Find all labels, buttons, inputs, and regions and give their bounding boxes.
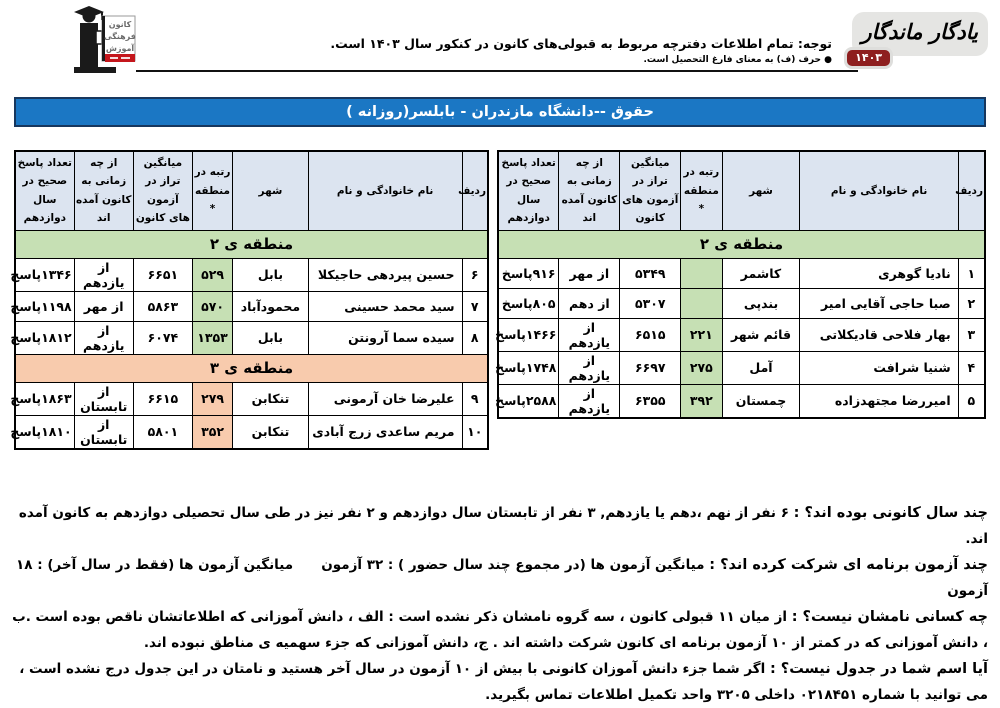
footnote-exams — [10, 552, 988, 604]
cell-since: از تابستان — [74, 382, 133, 415]
footnote-question: چه کسانی نامشان نیست؟ : — [791, 609, 988, 625]
cell-row-number: ۶ — [462, 258, 488, 291]
cell-avg-score: ۶۵۱۵ — [620, 318, 681, 351]
cell-region-rank: ۳۹۲ — [681, 384, 722, 418]
cell-answers: ۹۱۶پاسخ — [498, 258, 559, 288]
cell-since: از یازدهم — [559, 351, 620, 384]
cell-region-rank: ۵۲۹ — [192, 258, 232, 291]
cell-name: حسین پیردهی حاجیکلا — [308, 258, 462, 291]
cell-avg-score: ۵۸۶۳ — [133, 291, 192, 321]
footnote-answer: میانگین آزمون ها (در مجموع چند سال حضور ) : ۳۲ آزمون میانگین آزمون ها (فقط در سال آخر) : ۱۸ آزمون — [16, 557, 988, 599]
cell-answers: ۱۴۶۶پاسخ — [498, 318, 559, 351]
cell-name: بهار فلاحی قادیکلاتی — [800, 318, 958, 351]
footnote-answer: از میان ۱۱ قبولی کانون ، سه گروه نامشان ذکر نشده است : الف ، دانش آموزانی که اطلاعاتشان ناقص بوده است .ب ، دانش آموزانی که در کمتر از ۱۰ آزمون برنامه ای کانون شرکت داشته اند . ج، دانش آموزانی که جزء سهمیه ی مناطق نبوده اند. — [12, 609, 988, 651]
cell-answers: ۸۰۵پاسخ — [498, 288, 559, 318]
cell-avg-score: ۶۶۵۱ — [133, 258, 192, 291]
cell-row-number: ۲ — [958, 288, 985, 318]
notice-main-text: توجه: تمام اطلاعات دفترچه مربوط به قبولی‌های کانون در کنکور سال ۱۴۰۳ است. — [330, 36, 832, 51]
cell-avg-score: ۵۳۴۹ — [620, 258, 681, 288]
column-header: نام خانوادگی و نام — [308, 151, 462, 230]
cell-avg-score: ۶۰۷۴ — [133, 321, 192, 354]
cell-row-number: ۱۰ — [462, 415, 488, 449]
cell-name: نادیا گوهری — [800, 258, 958, 288]
cell-since: از یازدهم — [559, 318, 620, 351]
results-table-right — [497, 150, 986, 419]
svg-text:فرهنگی: فرهنگی — [104, 32, 136, 41]
column-header: تعداد پاسخ صحیح در سال دوازدهم — [15, 151, 74, 230]
column-header: ردیف — [462, 151, 488, 230]
kanoon-logo — [72, 3, 138, 75]
column-header: شهر — [233, 151, 309, 230]
cell-answers: ۲۵۸۸پاسخ — [498, 384, 559, 418]
cell-city: تنکابن — [233, 382, 309, 415]
cell-region-rank — [681, 258, 722, 288]
cell-city: آمل — [722, 351, 800, 384]
brand-title: یادگار ماندگار — [852, 12, 989, 56]
svg-text:کانون: کانون — [108, 20, 132, 29]
region-band: منطقه ی ۳ — [15, 354, 488, 382]
footnote-contact — [10, 656, 988, 708]
region-band: منطقه ی ۲ — [498, 230, 985, 258]
header-divider — [136, 70, 858, 72]
column-header: ردیف — [958, 151, 985, 230]
cell-name: سیده سما آرونتن — [308, 321, 462, 354]
cell-avg-score: ۵۸۰۱ — [133, 415, 192, 449]
cell-since: از یازدهم — [74, 321, 133, 354]
cell-region-rank: ۳۵۲ — [192, 415, 232, 449]
column-header: نام خانوادگی و نام — [800, 151, 958, 230]
cell-since: از یازدهم — [559, 384, 620, 418]
table-row — [498, 258, 985, 288]
table-row — [15, 321, 488, 354]
footnote-question: چند آزمون برنامه ای شرکت کرده اند؟ : — [709, 557, 988, 573]
cell-city: بابل — [233, 258, 309, 291]
table-row — [498, 288, 985, 318]
footnotes — [10, 500, 988, 708]
cell-name: امیررضا مجتهدزاده — [800, 384, 958, 418]
cell-city: بابل — [233, 321, 309, 354]
region-band-row — [498, 230, 985, 258]
cell-region-rank — [681, 288, 722, 318]
cell-answers: ۱۸۱۰پاسخ — [15, 415, 74, 449]
results-tables — [10, 150, 986, 450]
cell-city: محمودآباد — [233, 291, 309, 321]
footnote-answer: ۶ نفر از نهم ،دهم یا یازدهم, ۳ نفر از تابستان سال دوازدهم و ۲ نفر نیز در طی سال تحصیلی دوازدهم به کانون آمده اند. — [18, 505, 988, 547]
cell-city: بندپی — [722, 288, 800, 318]
column-header: میانگین تراز در آزمون های کانون — [620, 151, 681, 230]
column-header: رتبه در منطقه * — [192, 151, 232, 230]
cell-answers: ۱۷۴۸پاسخ — [498, 351, 559, 384]
cell-region-rank: ۲۷۹ — [192, 382, 232, 415]
cell-name: علیرضا خان آرمونی — [308, 382, 462, 415]
footnote-question: چند سال کانونی بوده اند؟ : — [793, 505, 988, 521]
footnote-years — [10, 500, 988, 552]
cell-answers: ۱۳۴۶پاسخ — [15, 258, 74, 291]
cell-row-number: ۷ — [462, 291, 488, 321]
header-notice — [330, 36, 832, 65]
cell-row-number: ۳ — [958, 318, 985, 351]
column-header: تعداد پاسخ صحیح در سال دوازدهم — [498, 151, 559, 230]
yadegar-mandegar-brand — [846, 12, 988, 64]
column-header: از چه زمانی به کانون آمده اند — [559, 151, 620, 230]
cell-row-number: ۱ — [958, 258, 985, 288]
cell-city: کاشمر — [722, 258, 800, 288]
cell-answers: ۱۸۱۲پاسخ — [15, 321, 74, 354]
cell-name: مریم ساعدی زرج آبادی — [308, 415, 462, 449]
region-band-row — [15, 230, 488, 258]
table-row — [498, 384, 985, 418]
header-row — [15, 151, 488, 230]
cell-region-rank: ۲۲۱ — [681, 318, 722, 351]
table-row — [15, 258, 488, 291]
cell-region-rank: ۲۷۵ — [681, 351, 722, 384]
cell-since: از مهر — [559, 258, 620, 288]
column-header: رتبه در منطقه * — [681, 151, 722, 230]
cell-region-rank: ۱۳۵۳ — [192, 321, 232, 354]
cell-avg-score: ۵۳۰۷ — [620, 288, 681, 318]
cell-city: چمستان — [722, 384, 800, 418]
table-row — [15, 382, 488, 415]
brand-year-badge: ۱۴۰۳ — [847, 50, 890, 66]
cell-name: سید محمد حسینی — [308, 291, 462, 321]
cell-avg-score: ۶۳۵۵ — [620, 384, 681, 418]
cell-name: شنیا شرافت — [800, 351, 958, 384]
footnote-question: آیا اسم شما در جدول نیست؟ : — [769, 661, 988, 677]
table-row — [15, 291, 488, 321]
results-table-left — [10, 150, 489, 450]
cell-name: صبا حاجی آقایی امیر — [800, 288, 958, 318]
region-band: منطقه ی ۲ — [15, 230, 488, 258]
cell-answers: ۱۸۶۳پاسخ — [15, 382, 74, 415]
footnote-answer: اگر شما جزء دانش آموزان کانونی با بیش از ۱۰ آزمون در سال آخر هستید و نامتان در این جدول درج نشده است ، می توانید با شماره ۰۲۱۸۴۵۱ داخلی ۳۲۰۵ واحد تکمیل اطلاعات تماس بگیرید. — [19, 661, 988, 703]
region-band-row — [15, 354, 488, 382]
cell-avg-score: ۶۶۱۵ — [133, 382, 192, 415]
cell-avg-score: ۶۶۹۷ — [620, 351, 681, 384]
cell-row-number: ۹ — [462, 382, 488, 415]
table-row — [498, 318, 985, 351]
cell-answers: ۱۱۹۸پاسخ — [15, 291, 74, 321]
cell-city: تنکابن — [233, 415, 309, 449]
page-title — [14, 97, 986, 127]
notice-sub-text: ● حرف (ف) به معنای فارغ التحصیل است. — [643, 55, 832, 65]
page-title-text: حقوق --دانشگاه مازندران - بابلسر(روزانه ) — [346, 104, 654, 120]
header-row — [498, 151, 985, 230]
cell-city: قائم شهر — [722, 318, 800, 351]
table-row — [498, 351, 985, 384]
cell-since: از تابستان — [74, 415, 133, 449]
cell-row-number: ۵ — [958, 384, 985, 418]
column-header: از چه زمانی به کانون آمده اند — [74, 151, 133, 230]
graduate-icon — [72, 3, 138, 75]
svg-text:آموزش: آموزش — [105, 44, 135, 53]
column-header: شهر — [722, 151, 800, 230]
cell-since: از مهر — [74, 291, 133, 321]
cell-region-rank: ۵۷۰ — [192, 291, 232, 321]
cell-row-number: ۸ — [462, 321, 488, 354]
cell-since: از یازدهم — [74, 258, 133, 291]
column-header: میانگین تراز در آزمون های کانون — [133, 151, 192, 230]
table-row — [15, 415, 488, 449]
footnote-missing-names — [10, 604, 988, 656]
cell-row-number: ۴ — [958, 351, 985, 384]
cell-since: از دهم — [559, 288, 620, 318]
